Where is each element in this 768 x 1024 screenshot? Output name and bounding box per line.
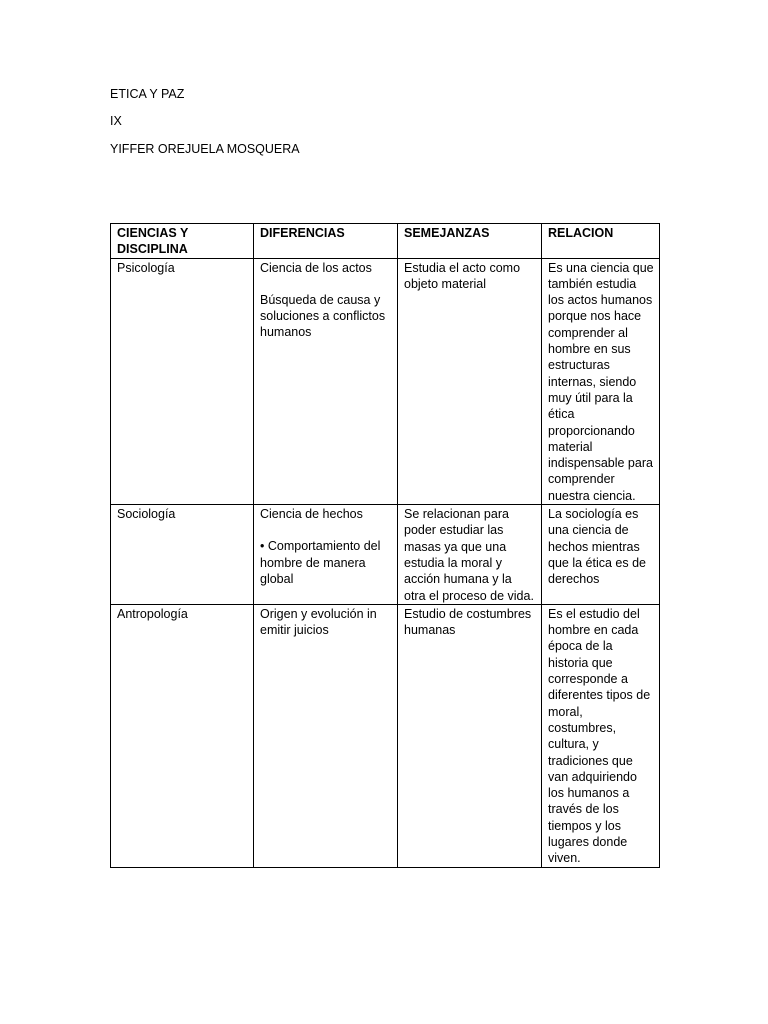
cell-relacion: Es una ciencia que también estudia los actos humanos porque nos hace comprender al hombre en sus estructuras internas, siendo muy útil para la ética proporcionando material indispensable para comprender nuestra ciencia. bbox=[542, 258, 660, 504]
diferencia-item: • Comportamiento del hombre de manera global bbox=[260, 539, 381, 586]
column-header-relacion: RELACION bbox=[542, 224, 660, 259]
document-author: YIFFER OREJUELA MOSQUERA bbox=[110, 142, 300, 156]
diferencia-item: Búsqueda de causa y soluciones a conflictos humanos bbox=[260, 292, 386, 340]
cell-relacion: Es el estudio del hombre en cada época de la historia que corresponde a diferentes tipos de moral, costumbres, cultura, y tradiciones que van adquiriendo los humanos a través de los tiempos y los lugares donde viven. bbox=[542, 604, 660, 867]
cell-semejanzas: Estudia el acto como objeto material bbox=[398, 258, 542, 504]
document-grade: IX bbox=[110, 114, 122, 128]
cell-ciencia: Sociología bbox=[111, 505, 254, 605]
cell-semejanzas: Se relacionan para poder estudiar las masas ya que una estudia la moral y acción humana y la otra el proceso de vida. bbox=[398, 505, 542, 605]
cell-ciencia: Antropología bbox=[111, 604, 254, 867]
diferencia-item: Origen y evolución in emitir juicios bbox=[260, 606, 377, 638]
cell-diferencias bbox=[254, 258, 398, 504]
cell-diferencias bbox=[254, 505, 398, 605]
table-header-row bbox=[111, 224, 660, 259]
cell-relacion: La sociología es una ciencia de hechos mientras que la ética es de derechos bbox=[542, 505, 660, 605]
comparison-table bbox=[110, 223, 660, 868]
table-row bbox=[111, 505, 660, 605]
cell-ciencia: Psicología bbox=[111, 258, 254, 504]
document-subject: ETICA Y PAZ bbox=[110, 87, 185, 101]
cell-semejanzas: Estudio de costumbres humanas bbox=[398, 604, 542, 867]
table-row bbox=[111, 604, 660, 867]
diferencia-item: Ciencia de los actos bbox=[260, 260, 372, 275]
cell-diferencias bbox=[254, 604, 398, 867]
column-header-ciencias: CIENCIAS Y DISCIPLINA bbox=[111, 224, 254, 259]
column-header-diferencias: DIFERENCIAS bbox=[254, 224, 398, 259]
column-header-semejanzas: SEMEJANZAS bbox=[398, 224, 542, 259]
diferencia-item: Ciencia de hechos bbox=[260, 507, 363, 522]
table-row bbox=[111, 258, 660, 504]
